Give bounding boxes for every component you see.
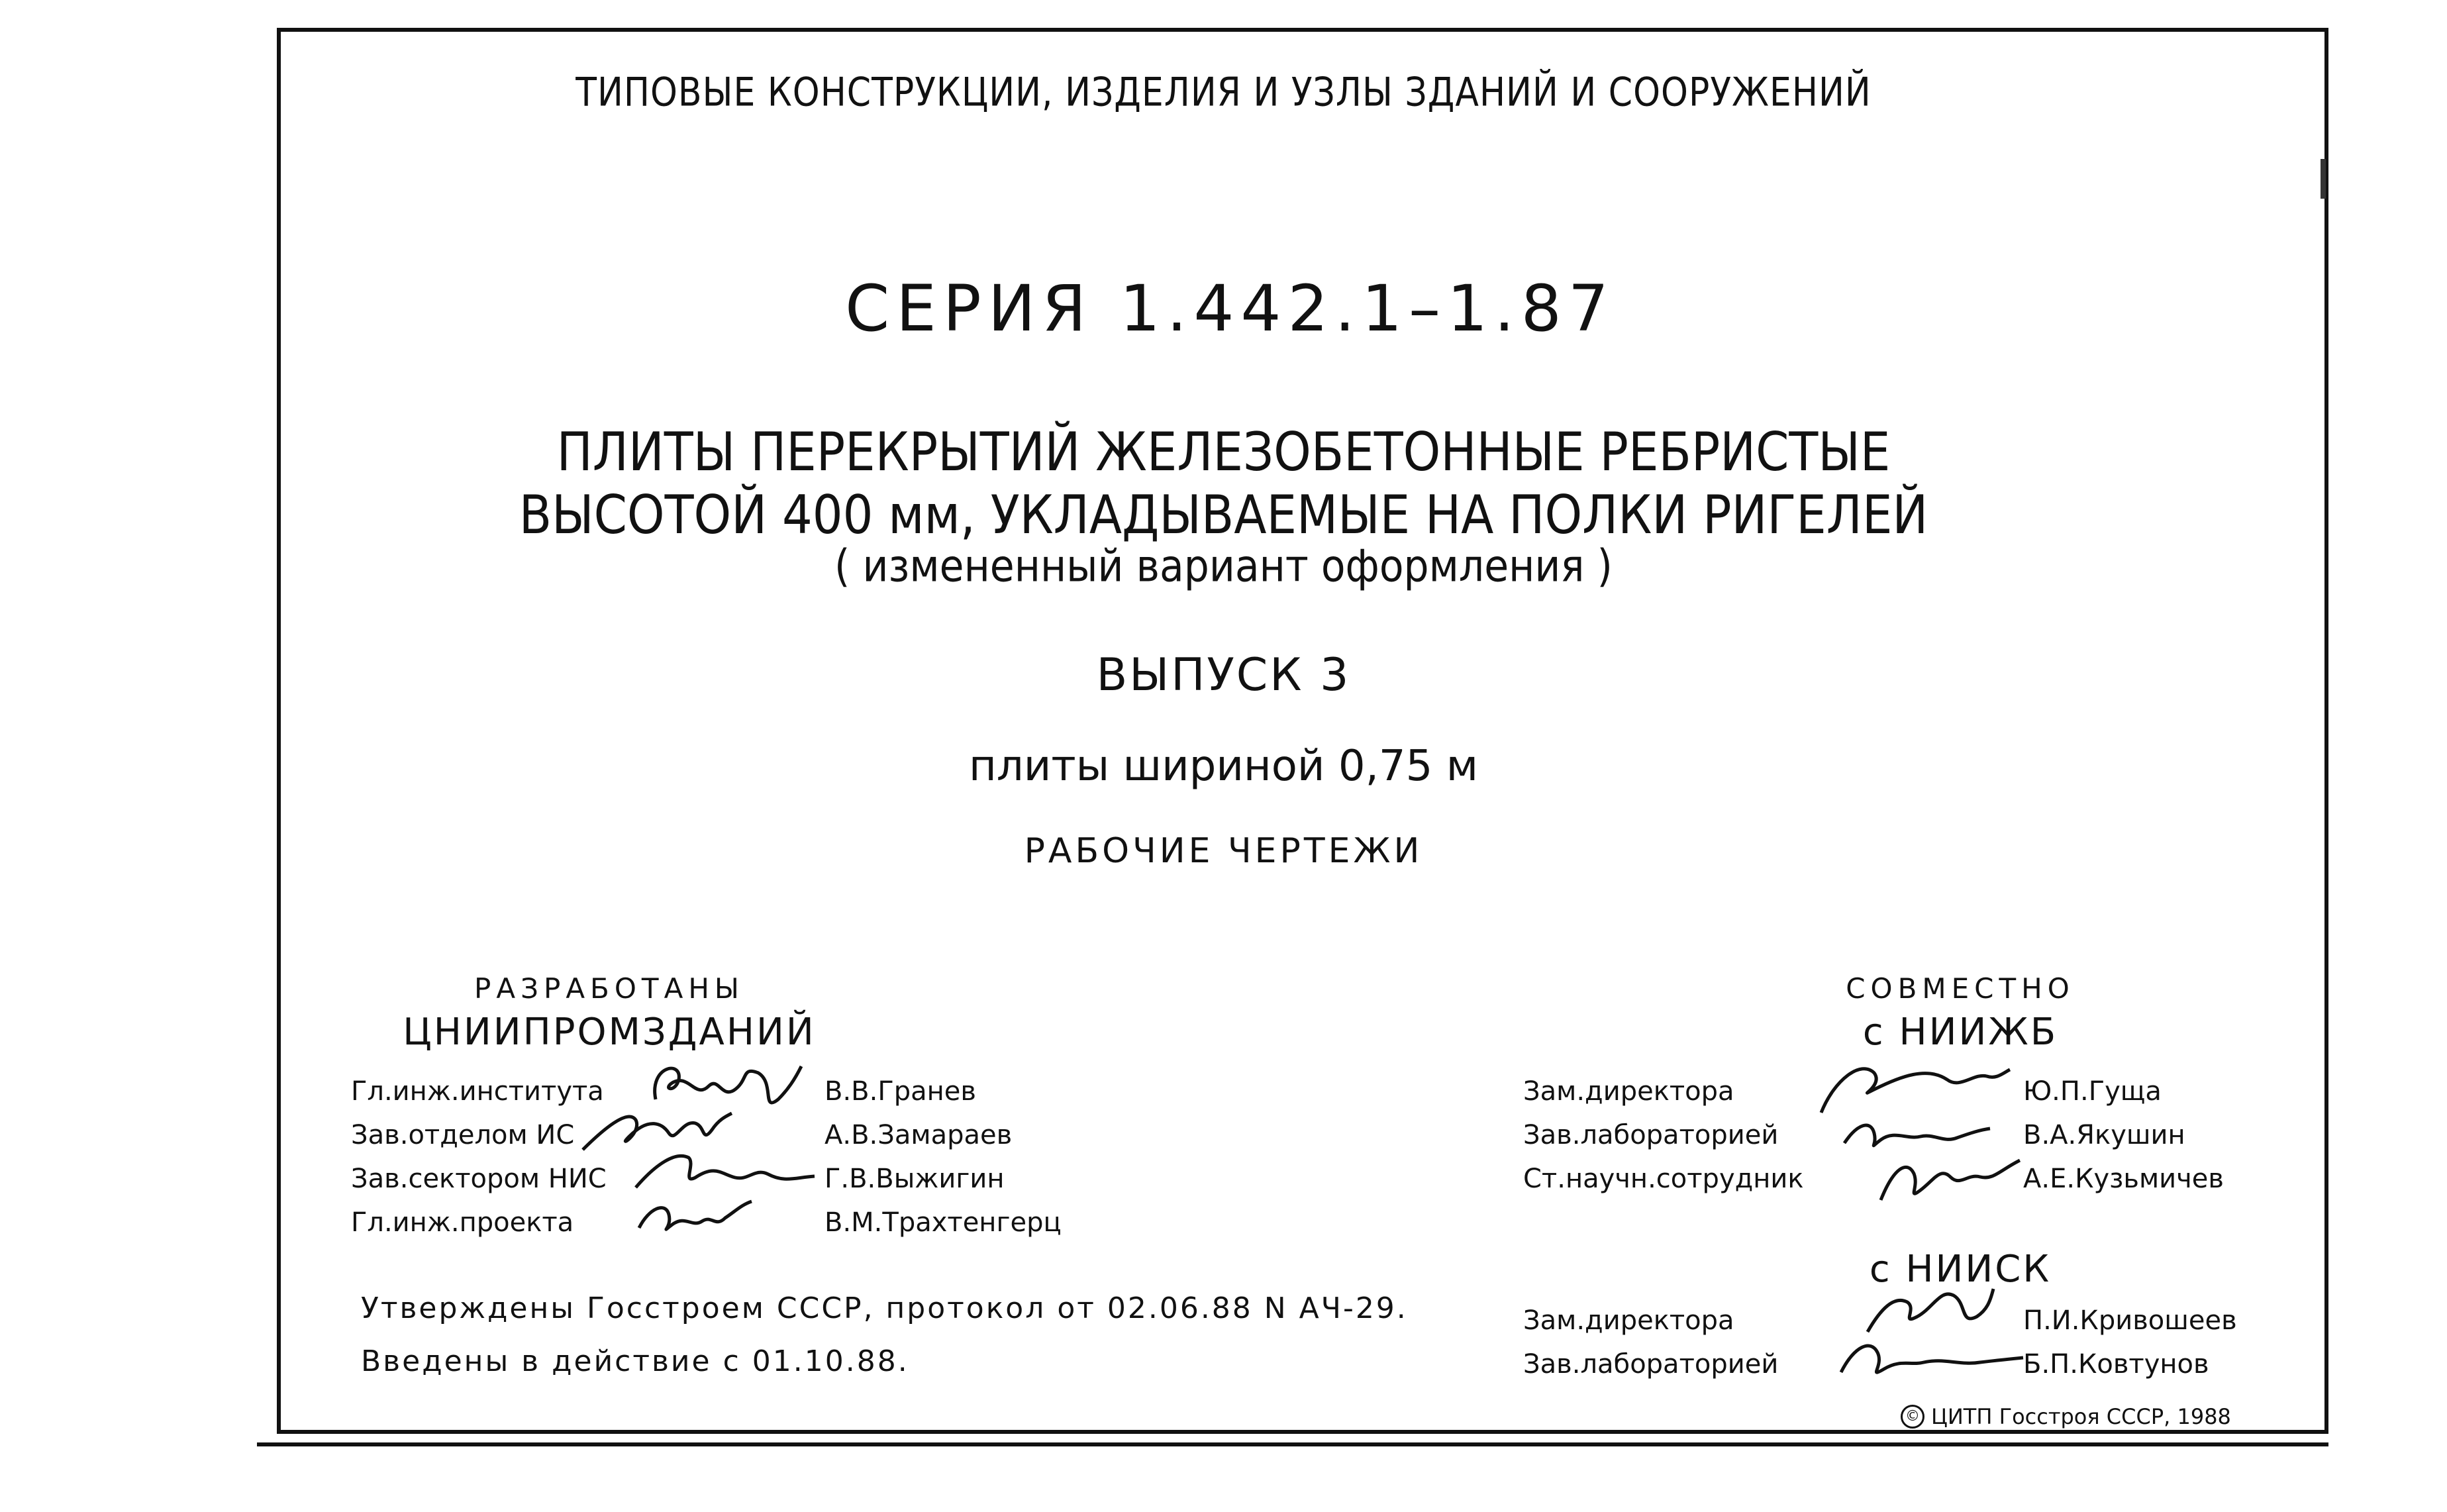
signatory-role: Зам.директора (1523, 1305, 1734, 1336)
frame-bottom-rule (257, 1442, 2328, 1446)
title-line-3: ( измененный вариант оформления ) (834, 540, 1613, 593)
edge-tick-mark (2321, 159, 2326, 199)
signatory-name: А.В.Замараев (824, 1120, 1013, 1150)
header-text: ТИПОВЫЕ КОНСТРУКЦИИ, ИЗДЕЛИЯ И УЗЛЫ ЗДАНИЙ И СООРУЖЕНИЙ (575, 70, 1872, 116)
signatory-name: Ю.П.Гуща (2023, 1076, 2162, 1107)
signatory-name: А.Е.Кузьмичев (2023, 1164, 2224, 1194)
series-title: СЕРИЯ 1.442.1–1.87 (845, 272, 1615, 346)
signature-icon (629, 1188, 762, 1248)
signature-icon (1868, 1147, 2026, 1220)
jointly-org-1: с НИИЖБ (1862, 1011, 2058, 1054)
work-drawings-label: РАБОЧИЕ ЧЕРТЕЖИ (1024, 831, 1423, 871)
signature-icon (1828, 1326, 2026, 1392)
copyright-text: ЦИТП Госстроя СССР, 1988 (1931, 1404, 2231, 1429)
developed-label: РАЗРАБОТАНЫ (474, 972, 744, 1005)
jointly-org-2: с НИИСК (1869, 1248, 2052, 1291)
signatory-role: Гл.инж.института (351, 1076, 604, 1107)
signatory-name: В.В.Гранев (824, 1076, 976, 1107)
signatory-role: Зам.директора (1523, 1076, 1734, 1107)
issue-label: ВЫПУСК 3 (1096, 649, 1351, 701)
jointly-label: СОВМЕСТНО (1846, 972, 2075, 1005)
signatory-name: Б.П.Ковтунов (2023, 1349, 2209, 1380)
signatory-role: Зав.лабораторией (1523, 1120, 1779, 1150)
signatory-row (1523, 1160, 2285, 1204)
signatory-role: Ст.научн.сотрудник (1523, 1164, 1804, 1194)
subtitle: плиты шириной 0,75 м (969, 742, 1478, 791)
signatory-name: Г.В.Выжигин (824, 1164, 1005, 1194)
approval-text: Утверждены Госстроем СССР, протокол от 02.06.88 N АЧ-29. (361, 1291, 1408, 1325)
signatory-role: Гл.инж.проекта (351, 1207, 574, 1238)
title-line-1: ПЛИТЫ ПЕРЕКРЫТИЙ ЖЕЛЕЗОБЕТОННЫЕ РЕБРИСТЫЕ (556, 420, 1891, 483)
signatory-name: В.А.Якушин (2023, 1120, 2185, 1150)
copyright-notice (1901, 1404, 2231, 1429)
title-line-2: ВЫСОТОЙ 400 мм, УКЛАДЫВАЕМЫЕ НА ПОЛКИ РИГЕЛЕЙ (519, 483, 1928, 546)
copyright-icon: © (1901, 1405, 1924, 1429)
signatory-role: Зав.лабораторией (1523, 1349, 1779, 1380)
signatory-name: П.И.Кривошеев (2023, 1305, 2237, 1336)
introduced-text: Введены в действие с 01.10.88. (361, 1344, 909, 1378)
signatory-row (351, 1204, 1079, 1248)
developed-org: ЦНИИПРОМЗДАНИЙ (403, 1011, 816, 1054)
signatory-role: Зав.сектором НИС (351, 1164, 607, 1194)
signatory-row (1523, 1346, 2285, 1389)
signatory-name: В.М.Трахтенгерц (824, 1207, 1062, 1238)
signatory-role: Зав.отделом ИС (351, 1120, 575, 1150)
